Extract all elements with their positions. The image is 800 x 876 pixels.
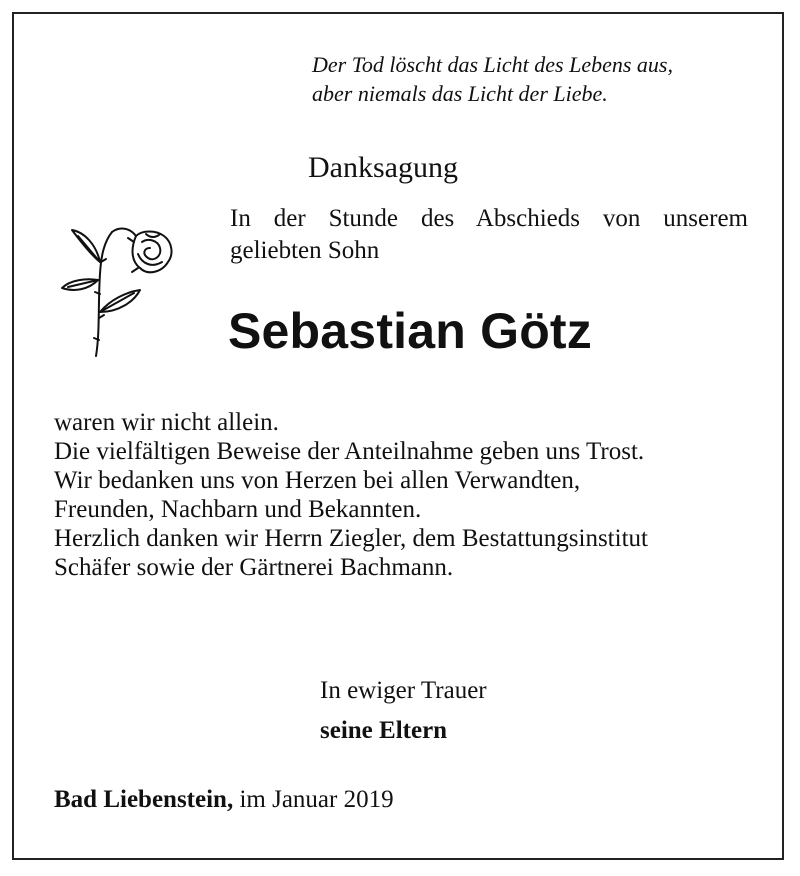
place-name: Bad Liebenstein,	[54, 786, 234, 813]
place-date	[54, 784, 394, 816]
thanks-body	[54, 408, 648, 582]
body-line: Wir bedanken uns von Herzen bei allen Verwandten,	[54, 467, 581, 494]
deceased-name: Sebastian Götz	[228, 303, 592, 359]
motto-quote	[312, 50, 673, 108]
motto-line-1: Der Tod löscht das Licht des Lebens aus,	[312, 52, 673, 77]
intro-line-2: geliebten Sohn	[230, 237, 380, 264]
body-line: Schäfer sowie der Gärtnerei Bachmann.	[54, 554, 454, 581]
body-line: Freunden, Nachbarn und Bekannten.	[54, 496, 422, 523]
intro-text	[230, 203, 748, 267]
body-line: Die vielfältigen Beweise der Anteilnahme geben uns Trost.	[54, 438, 645, 465]
heading-danksagung: Danksagung	[308, 151, 458, 184]
rose-icon	[56, 222, 180, 362]
body-line: waren wir nicht allein.	[54, 409, 279, 436]
signature-line-2: seine Eltern	[320, 717, 448, 744]
date-text: im Januar 2019	[239, 786, 394, 813]
signature-line-1: In ewiger Trauer	[320, 677, 487, 704]
intro-line-1: In der Stunde des Abschieds von unserem	[230, 205, 748, 232]
body-line: Herzlich danken wir Herrn Ziegler, dem Bestattungsinstitut	[54, 525, 648, 552]
motto-line-2: aber niemals das Licht der Liebe.	[312, 81, 608, 106]
